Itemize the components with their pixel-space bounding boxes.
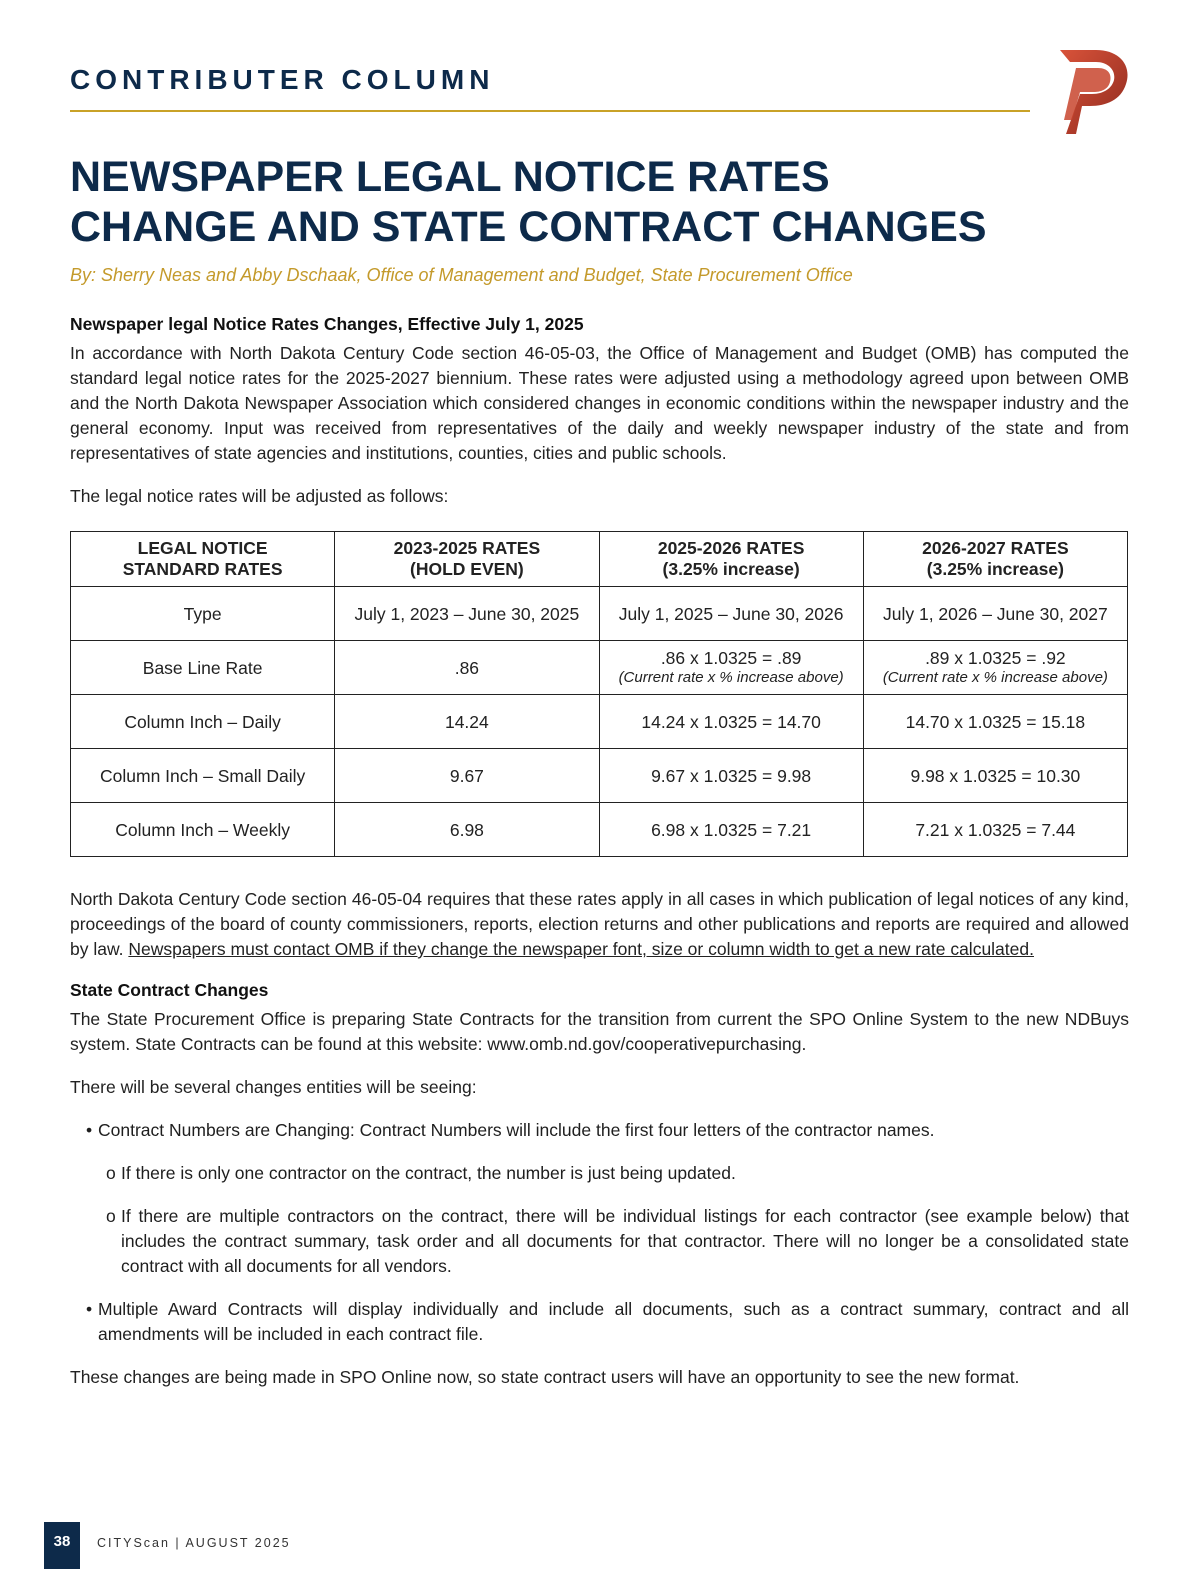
list-item — [86, 1297, 1129, 1347]
paragraph-closing: These changes are being made in SPO Online now, so state contract users will have an opportunity to see the new format. — [70, 1367, 1020, 1387]
table-cell: 14.70 x 1.0325 = 15.18 — [863, 695, 1127, 749]
table-cell: July 1, 2023 – June 30, 2025 — [335, 587, 599, 641]
list-item-text: Multiple Award Contracts will display individually and include all documents, such as a contract summary, contract and all amendments will be included in each contract file. — [98, 1299, 1129, 1344]
header-cell-2026-2027 — [863, 532, 1127, 587]
header-cell-standard-rates — [71, 532, 335, 587]
paragraph-text: North Dakota Century Code section 46-05-04 requires that these rates apply in all cases in which publication of legal notices of any kind, proceedings of the board of county commissioners, reports, election returns and other publications and reports are required and allowed by law. — [70, 889, 1129, 959]
sub-list-item-text: If there are multiple contractors on the contract, there will be individual listings for each contractor (see example below) that includes the contract summary, task order and all documents for that contractor. There will no longer be a consolidated state contract with all documents for all vendors. — [121, 1206, 1129, 1276]
paragraph-century-code — [70, 887, 1129, 962]
title-line-2: CHANGE AND STATE CONTRACT CHANGES — [70, 203, 987, 251]
paragraph-adjusted: The legal notice rates will be adjusted as follows: — [70, 486, 449, 506]
table-cell: Column Inch – Small Daily — [71, 749, 335, 803]
table-cell: Type — [71, 587, 335, 641]
table-row — [71, 749, 1128, 803]
publication-footer: CITYScan | AUGUST 2025 — [97, 1536, 291, 1550]
sub-bullet-marker: o — [106, 1206, 116, 1226]
table-cell: 9.67 x 1.0325 = 9.98 — [599, 749, 863, 803]
header-line: (HOLD EVEN) — [410, 559, 524, 579]
header-line: STANDARD RATES — [122, 559, 283, 579]
cell-formula: .86 x 1.0325 = .89 — [660, 647, 802, 668]
table-cell: July 1, 2026 – June 30, 2027 — [863, 587, 1127, 641]
header-cell-2025-2026 — [599, 532, 863, 587]
header-line: LEGAL NOTICE — [137, 538, 268, 558]
table-cell: 6.98 — [335, 803, 599, 857]
table-cell: July 1, 2025 – June 30, 2026 — [599, 587, 863, 641]
paragraph-transition: The State Procurement Office is preparing State Contracts for the transition from current the SPO Online System to the new NDBuys system. State Contracts can be found at this website: www.omb.nd.gov/cooperativepurchasing. — [70, 1009, 1129, 1054]
underlined-notice: Newspapers must contact OMB if they change the newspaper font, size or column width to get a new rate calculated. — [128, 939, 1034, 959]
article-title — [70, 152, 1130, 252]
table-cell: 14.24 — [335, 695, 599, 749]
table-row — [71, 695, 1128, 749]
table-row — [71, 803, 1128, 857]
table-cell: 14.24 x 1.0325 = 14.70 — [599, 695, 863, 749]
header-line: 2023-2025 RATES — [393, 538, 541, 558]
byline: By: Sherry Neas and Abby Dschaak, Office of Management and Budget, State Procurement Office — [70, 265, 853, 285]
header-line: (3.25% increase) — [662, 559, 800, 579]
p-logo-icon — [1050, 42, 1134, 140]
list-item — [86, 1118, 1129, 1143]
section-label: CONTRIBUTER COLUMN — [70, 64, 495, 95]
sub-bullet-marker: o — [106, 1163, 116, 1183]
table-cell: Base Line Rate — [71, 641, 335, 695]
header-line: (3.25% increase) — [926, 559, 1064, 579]
cell-formula: .89 x 1.0325 = .92 — [925, 647, 1066, 668]
table-row — [71, 641, 1128, 695]
cell-note: (Current rate x % increase above) — [882, 668, 1108, 686]
header-cell-2023-2025 — [335, 532, 599, 587]
table-cell: Column Inch – Daily — [71, 695, 335, 749]
page-number: 38 — [44, 1522, 80, 1569]
table-cell: 9.98 x 1.0325 = 10.30 — [863, 749, 1127, 803]
table-cell: .86 — [335, 641, 599, 695]
sub-list-item — [106, 1161, 1129, 1186]
section-heading-contracts: State Contract Changes — [70, 980, 269, 1000]
sub-list-item — [106, 1204, 1129, 1279]
cell-note: (Current rate x % increase above) — [618, 668, 844, 686]
article-body — [70, 314, 1129, 1408]
table-header-row — [71, 532, 1128, 587]
table-row — [71, 587, 1128, 641]
table-cell: 9.67 — [335, 749, 599, 803]
paragraph-intro: In accordance with North Dakota Century Code section 46-05-03, the Office of Management and Budget (OMB) has computed the standard legal notice rates for the 2025-2027 biennium. These rates were adjusted using a methodology agreed upon between OMB and the North Dakota Newspaper Association which considered changes in economic conditions within the newspaper industry and the general economy. Input was received from representatives of the daily and weekly newspaper industry of the state and from representatives of state agencies and institutions, counties, cities and public schools. — [70, 343, 1129, 463]
header-line: 2026-2027 RATES — [922, 538, 1069, 558]
table-cell: 7.21 x 1.0325 = 7.44 — [863, 803, 1127, 857]
header-line: 2025-2026 RATES — [657, 538, 805, 558]
bullet-marker: • — [86, 1120, 93, 1140]
sub-list-item-text: If there is only one contractor on the contract, the number is just being updated. — [121, 1163, 736, 1183]
rates-table — [70, 531, 1128, 857]
bullet-marker: • — [86, 1299, 93, 1319]
paragraph-changes-intro: There will be several changes entities will be seeing: — [70, 1077, 477, 1097]
table-cell — [863, 641, 1127, 695]
table-cell — [599, 641, 863, 695]
section-heading-rates: Newspaper legal Notice Rates Changes, Effective July 1, 2025 — [70, 314, 584, 334]
list-item-text: Contract Numbers are Changing: Contract Numbers will include the first four letters of the contractor names. — [98, 1120, 935, 1140]
header-divider — [70, 110, 1030, 112]
table-cell: Column Inch – Weekly — [71, 803, 335, 857]
title-line-1: NEWSPAPER LEGAL NOTICE RATES — [70, 153, 830, 201]
table-cell: 6.98 x 1.0325 = 7.21 — [599, 803, 863, 857]
